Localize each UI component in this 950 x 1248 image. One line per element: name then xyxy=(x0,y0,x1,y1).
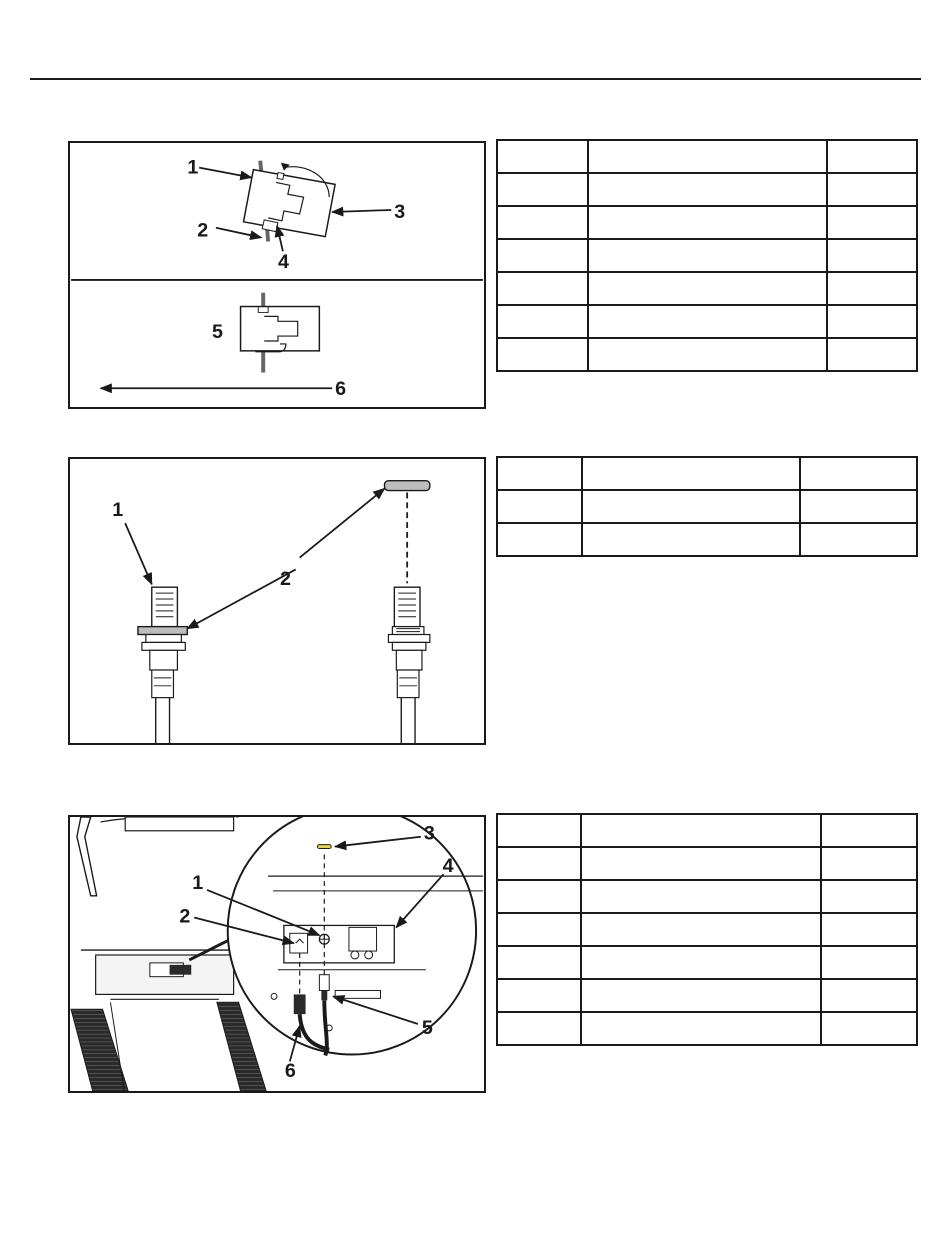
table-row xyxy=(497,490,917,523)
table-row xyxy=(497,523,917,556)
sensor-right xyxy=(388,587,429,743)
table-2 xyxy=(496,456,918,557)
callout-3: 3 xyxy=(394,200,406,223)
figure-1-drawing xyxy=(70,143,484,407)
callout-1: 1 xyxy=(187,156,199,179)
callout-5: 5 xyxy=(211,321,223,344)
callout-1: 1 xyxy=(112,499,124,522)
callout-2: 2 xyxy=(279,568,291,591)
sensor-left xyxy=(138,587,187,743)
callout-3: 3 xyxy=(423,822,435,845)
table-row xyxy=(497,1012,917,1045)
clip-rotated xyxy=(244,161,336,242)
table-row xyxy=(497,946,917,979)
washer-icon xyxy=(317,845,331,849)
table-row xyxy=(497,173,917,206)
table-row xyxy=(497,239,917,272)
table-row xyxy=(497,305,917,338)
top-rule xyxy=(30,78,921,80)
table-row xyxy=(497,979,917,1012)
table-row xyxy=(497,847,917,880)
callout-4: 4 xyxy=(277,251,289,274)
callout-2: 2 xyxy=(179,905,191,928)
table-row xyxy=(497,338,917,371)
table-row xyxy=(497,814,917,847)
clip-upright xyxy=(241,293,320,373)
callout-5: 5 xyxy=(421,1016,433,1039)
callout-4: 4 xyxy=(442,855,454,878)
table-row xyxy=(497,272,917,305)
callout-1: 1 xyxy=(192,871,204,894)
table-1 xyxy=(496,139,918,372)
table-3 xyxy=(496,813,918,1046)
callout-6: 6 xyxy=(284,1060,296,1083)
table-1-body xyxy=(497,140,917,371)
callout-2: 2 xyxy=(197,219,209,242)
nut-installed xyxy=(138,627,187,635)
figure-3-drawing xyxy=(70,817,484,1091)
figure-2 xyxy=(68,457,486,745)
nut-removed xyxy=(384,481,429,491)
table-row xyxy=(497,880,917,913)
table-2-body xyxy=(497,457,917,556)
figure-2-drawing xyxy=(70,459,484,743)
table-row xyxy=(497,913,917,946)
table-row xyxy=(497,206,917,239)
figure-3 xyxy=(68,815,486,1093)
callout-6: 6 xyxy=(335,378,347,401)
figure-1 xyxy=(68,141,486,409)
table-row xyxy=(497,457,917,490)
table-3-body xyxy=(497,814,917,1045)
table-row xyxy=(497,140,917,173)
